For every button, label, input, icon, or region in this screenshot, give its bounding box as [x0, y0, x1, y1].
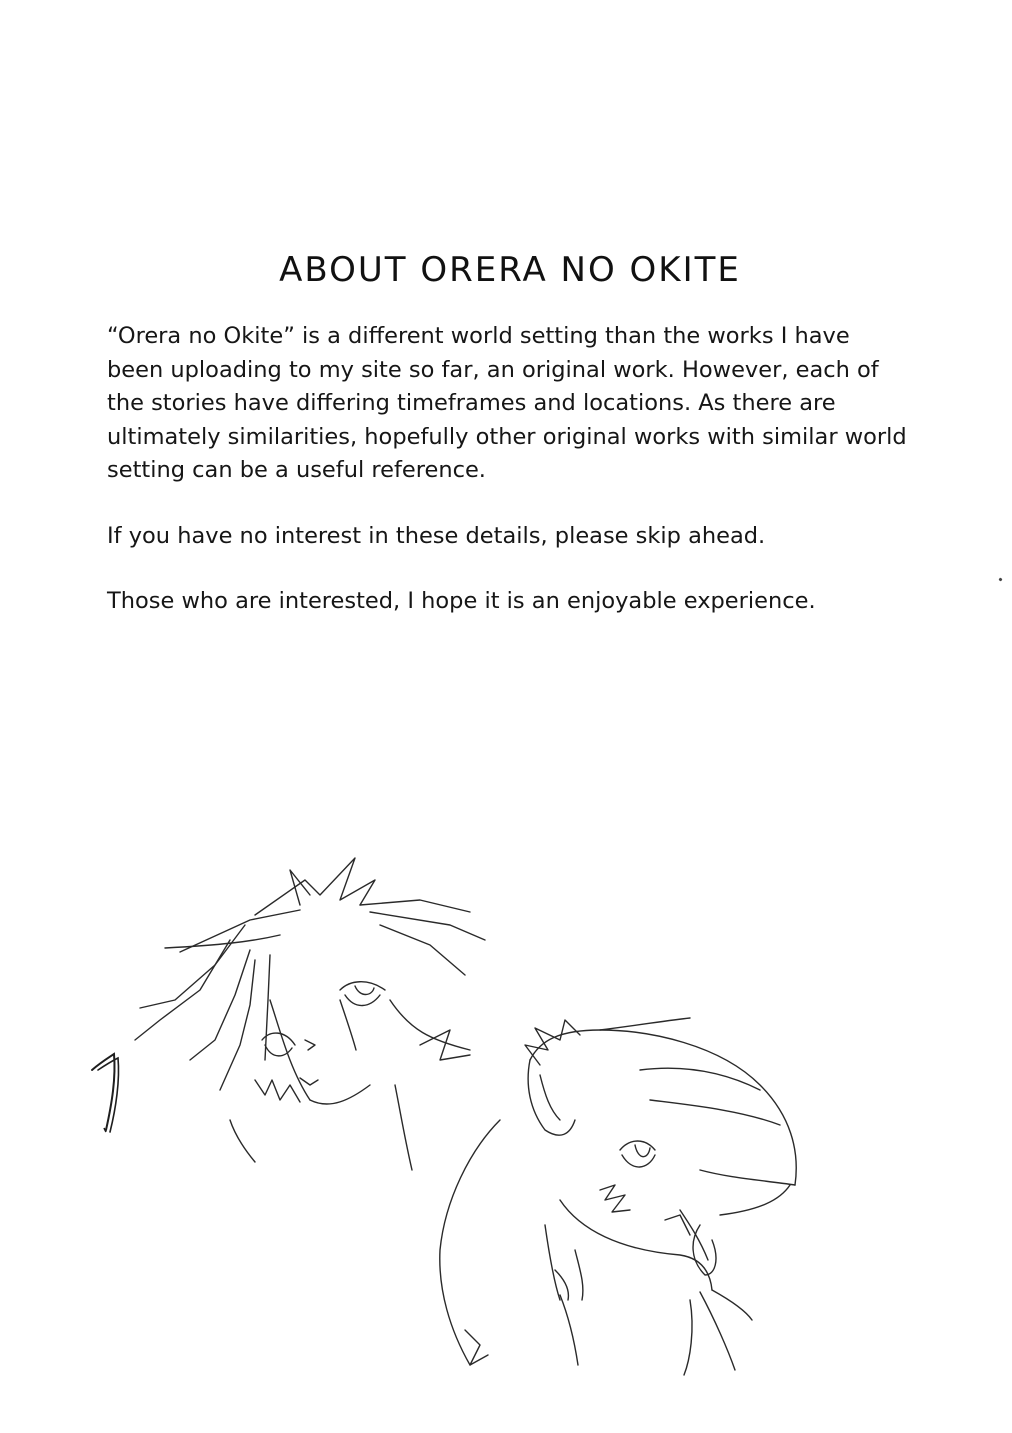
- page-number: [82, 1048, 142, 1138]
- wolf-character-sketch: [440, 1018, 796, 1375]
- paragraph-intro: “Orera no Okite” is a different world setting than the works I have been uploading to my site so far, an original work. However, each of the stories have differing timeframes and locations. As there are ultimately similarities, hopefully other original works with similar world setting can be a useful reference.: [107, 323, 907, 483]
- page-title: ABOUT ORERA NO OKITE: [279, 250, 741, 290]
- fox-character-sketch: [135, 858, 485, 1170]
- paragraph-skip: If you have no interest in these details, please skip ahead.: [107, 522, 766, 549]
- page-number-glyph: [82, 1048, 142, 1138]
- paragraph-enjoy: Those who are interested, I hope it is an enjoyable experience.: [107, 588, 816, 614]
